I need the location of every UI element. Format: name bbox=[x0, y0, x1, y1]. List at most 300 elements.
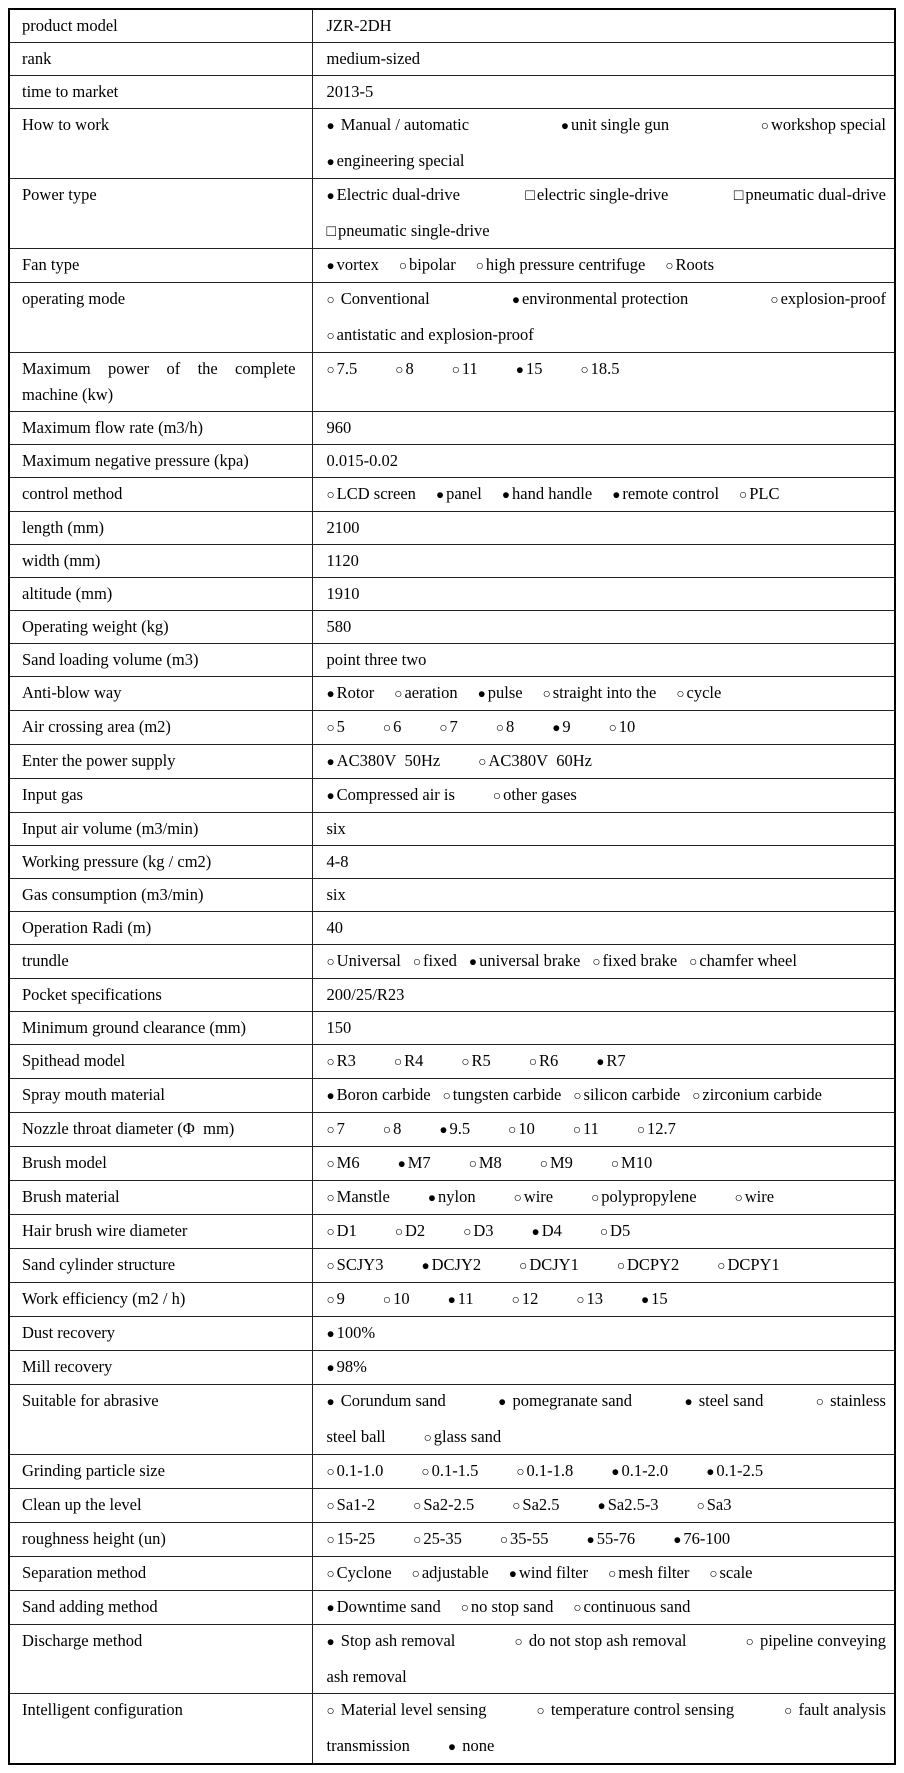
option bbox=[502, 481, 592, 508]
option-label: nylon bbox=[438, 1187, 476, 1206]
radio-open-icon: ○ bbox=[508, 1122, 517, 1137]
radio-open-icon: ○ bbox=[326, 1224, 335, 1239]
option-label: 0.1-2.5 bbox=[716, 1461, 764, 1480]
radio-filled-icon: ● bbox=[447, 1739, 457, 1754]
table-row bbox=[9, 611, 895, 644]
option-label: stainless bbox=[825, 1391, 886, 1410]
radio-open-icon: ○ bbox=[513, 1190, 522, 1205]
table-row bbox=[9, 1079, 895, 1113]
radio-open-icon: ○ bbox=[412, 954, 421, 969]
checkbox-open-icon: □ bbox=[733, 187, 744, 204]
option-label: bipolar bbox=[409, 255, 456, 274]
option bbox=[532, 1218, 562, 1245]
option bbox=[327, 1082, 431, 1109]
radio-open-icon: ○ bbox=[326, 1532, 335, 1547]
radio-open-icon: ○ bbox=[572, 1122, 581, 1137]
option-label: Sa2-2.5 bbox=[423, 1495, 475, 1514]
option bbox=[673, 1526, 730, 1553]
option bbox=[519, 1252, 579, 1279]
table-row bbox=[9, 43, 895, 76]
radio-open-icon: ○ bbox=[394, 1224, 404, 1239]
spec-label: Power type bbox=[9, 179, 312, 249]
radio-open-icon: ○ bbox=[580, 362, 589, 377]
spec-label: Maximum power of the complete machine (kw) bbox=[9, 353, 312, 412]
option bbox=[327, 1628, 456, 1655]
radio-open-icon: ○ bbox=[326, 1190, 335, 1205]
spec-label: Work efficiency (m2 / h) bbox=[9, 1283, 312, 1317]
option bbox=[746, 1628, 886, 1655]
option-label: 10 bbox=[518, 1119, 535, 1138]
option-label: fixed bbox=[423, 951, 457, 970]
option bbox=[448, 1286, 474, 1313]
radio-open-icon: ○ bbox=[326, 954, 335, 969]
radio-open-icon: ○ bbox=[692, 1088, 701, 1103]
option-label: 15-25 bbox=[336, 1529, 376, 1548]
radio-filled-icon: ● bbox=[612, 487, 621, 502]
option bbox=[576, 1286, 603, 1313]
radio-open-icon: ○ bbox=[512, 1498, 521, 1513]
spec-label: operating mode bbox=[9, 283, 312, 353]
option bbox=[816, 1388, 886, 1415]
option-label: wire bbox=[744, 1187, 775, 1206]
option-label: transmission bbox=[326, 1736, 410, 1755]
option bbox=[709, 1560, 752, 1587]
table-row bbox=[9, 711, 895, 745]
option-label: 7.5 bbox=[336, 359, 358, 378]
option-label: hand handle bbox=[512, 484, 593, 503]
spec-value bbox=[312, 1625, 895, 1694]
option-label: D5 bbox=[610, 1221, 631, 1240]
radio-open-icon: ○ bbox=[411, 1566, 420, 1581]
option-label: 9 bbox=[562, 717, 571, 736]
option-label: electric single-drive bbox=[536, 185, 669, 204]
option bbox=[412, 1560, 489, 1587]
option bbox=[516, 1458, 573, 1485]
radio-filled-icon: ● bbox=[326, 1600, 335, 1615]
radio-filled-icon: ● bbox=[611, 1464, 620, 1479]
spec-value bbox=[312, 478, 895, 512]
option bbox=[617, 1252, 679, 1279]
spec-label: Clean up the level bbox=[9, 1489, 312, 1523]
option-label: wire bbox=[523, 1187, 554, 1206]
spec-value bbox=[312, 1012, 895, 1045]
option bbox=[443, 1082, 562, 1109]
option bbox=[476, 252, 646, 279]
radio-filled-icon: ● bbox=[641, 1292, 650, 1307]
option-label: Cyclone bbox=[336, 1563, 392, 1582]
option-label: Conventional bbox=[336, 289, 430, 308]
option bbox=[327, 1560, 392, 1587]
radio-filled-icon: ● bbox=[515, 362, 524, 377]
radio-open-icon: ○ bbox=[495, 720, 504, 735]
option bbox=[327, 1388, 446, 1415]
radio-filled-icon: ● bbox=[531, 1224, 540, 1239]
spec-label: Mill recovery bbox=[9, 1351, 312, 1385]
table-row bbox=[9, 512, 895, 545]
text-segment bbox=[327, 1015, 352, 1041]
option bbox=[637, 1116, 676, 1143]
table-row bbox=[9, 445, 895, 478]
option-label: 18.5 bbox=[590, 359, 620, 378]
option-label: chamfer wheel bbox=[699, 951, 797, 970]
radio-open-icon: ○ bbox=[398, 258, 407, 273]
table-row bbox=[9, 353, 895, 412]
option bbox=[540, 1150, 573, 1177]
spec-label: Maximum flow rate (m3/h) bbox=[9, 412, 312, 445]
option bbox=[327, 782, 455, 809]
option bbox=[452, 356, 478, 383]
option-label: 8 bbox=[505, 717, 515, 736]
spec-value bbox=[312, 1249, 895, 1283]
option-label: 1910 bbox=[326, 584, 360, 603]
option-label: steel ball bbox=[326, 1427, 386, 1446]
table-row bbox=[9, 846, 895, 879]
radio-open-icon: ○ bbox=[326, 362, 335, 377]
option bbox=[515, 1628, 687, 1655]
radio-open-icon: ○ bbox=[516, 1464, 525, 1479]
spec-label: Sand loading volume (m3) bbox=[9, 644, 312, 677]
option-label: 7 bbox=[336, 1119, 345, 1138]
option-label: Downtime sand bbox=[336, 1597, 441, 1616]
table-row bbox=[9, 1557, 895, 1591]
table-row bbox=[9, 1012, 895, 1045]
option-label: 6 bbox=[393, 717, 402, 736]
spec-table-body bbox=[9, 9, 895, 1764]
radio-open-icon: ○ bbox=[745, 1634, 754, 1649]
spec-label: Sand cylinder structure bbox=[9, 1249, 312, 1283]
radio-open-icon: ○ bbox=[326, 1054, 335, 1069]
option-label: Roots bbox=[675, 255, 715, 274]
option-label: R3 bbox=[336, 1051, 356, 1070]
option bbox=[784, 1697, 886, 1724]
option-label: 40 bbox=[326, 918, 343, 937]
radio-filled-icon: ● bbox=[477, 686, 486, 701]
option-label: M9 bbox=[549, 1153, 573, 1172]
table-row bbox=[9, 813, 895, 846]
spec-value bbox=[312, 9, 895, 43]
radio-open-icon: ○ bbox=[423, 1430, 432, 1445]
option-label: Manstle bbox=[336, 1187, 390, 1206]
option bbox=[561, 112, 669, 139]
option-label: JZR-2DH bbox=[326, 16, 392, 35]
option bbox=[327, 356, 358, 383]
table-row bbox=[9, 545, 895, 578]
radio-open-icon: ○ bbox=[608, 720, 617, 735]
text-segment bbox=[327, 849, 349, 875]
option bbox=[327, 112, 470, 139]
spec-value bbox=[312, 412, 895, 445]
spec-label: time to market bbox=[9, 76, 312, 109]
spec-value bbox=[312, 578, 895, 611]
radio-open-icon: ○ bbox=[478, 754, 487, 769]
option bbox=[734, 182, 886, 209]
option-label: 98% bbox=[336, 1357, 367, 1376]
table-row bbox=[9, 578, 895, 611]
radio-filled-icon: ● bbox=[326, 686, 335, 701]
spec-value bbox=[312, 43, 895, 76]
option-label: DCJY1 bbox=[529, 1255, 579, 1274]
option bbox=[770, 286, 886, 313]
option-label: Sa2.5 bbox=[522, 1495, 560, 1514]
spec-value bbox=[312, 445, 895, 478]
option-label: polypropylene bbox=[601, 1187, 697, 1206]
option-label: Electric dual-drive bbox=[336, 185, 460, 204]
option-label: 11 bbox=[457, 1289, 474, 1308]
radio-open-icon: ○ bbox=[395, 362, 404, 377]
option bbox=[413, 948, 457, 975]
option bbox=[327, 1286, 345, 1313]
spec-value bbox=[312, 779, 895, 813]
table-row bbox=[9, 109, 895, 179]
radio-open-icon: ○ bbox=[382, 1292, 392, 1307]
option-label: ash removal bbox=[326, 1667, 407, 1686]
option-label: Compressed air is bbox=[336, 785, 455, 804]
radio-open-icon: ○ bbox=[784, 1703, 793, 1718]
radio-open-icon: ○ bbox=[770, 292, 779, 307]
option bbox=[394, 1048, 423, 1075]
option bbox=[421, 1458, 478, 1485]
radio-filled-icon: ● bbox=[552, 720, 561, 735]
option-label: pipeline conveying bbox=[755, 1631, 886, 1650]
option-label: unit single gun bbox=[570, 115, 670, 134]
option-label: 12 bbox=[521, 1289, 539, 1308]
option bbox=[512, 286, 689, 313]
spec-table bbox=[8, 8, 896, 1765]
spec-label: altitude (mm) bbox=[9, 578, 312, 611]
option bbox=[327, 1458, 384, 1485]
table-row bbox=[9, 1455, 895, 1489]
option bbox=[461, 1594, 554, 1621]
spec-value bbox=[312, 76, 895, 109]
option bbox=[611, 1150, 652, 1177]
text-segment bbox=[327, 982, 405, 1008]
radio-open-icon: ○ bbox=[815, 1394, 824, 1409]
spec-value bbox=[312, 979, 895, 1012]
option-label: 100% bbox=[336, 1323, 376, 1342]
radio-filled-icon: ● bbox=[326, 1326, 335, 1341]
option bbox=[552, 714, 570, 741]
option-label: aeration bbox=[404, 683, 458, 702]
radio-open-icon: ○ bbox=[326, 1464, 335, 1479]
option bbox=[327, 1320, 376, 1347]
option-label: six bbox=[326, 819, 346, 838]
option-label: pneumatic dual-drive bbox=[745, 185, 886, 204]
option bbox=[493, 782, 577, 809]
spec-label: Suitable for abrasive bbox=[9, 1385, 312, 1455]
radio-open-icon: ○ bbox=[442, 1088, 451, 1103]
radio-filled-icon: ● bbox=[435, 487, 445, 502]
text-segment bbox=[327, 1424, 386, 1450]
option-label: 55-76 bbox=[596, 1529, 636, 1548]
option bbox=[327, 286, 430, 313]
table-row bbox=[9, 1317, 895, 1351]
option bbox=[436, 481, 482, 508]
spec-label: Discharge method bbox=[9, 1625, 312, 1694]
option-label: other gases bbox=[503, 785, 577, 804]
radio-open-icon: ○ bbox=[599, 1224, 609, 1239]
option bbox=[448, 1733, 494, 1760]
spec-value bbox=[312, 1591, 895, 1625]
option bbox=[439, 1116, 470, 1143]
option bbox=[469, 948, 580, 975]
option bbox=[428, 1184, 476, 1211]
option-label: 1120 bbox=[326, 551, 359, 570]
spec-value bbox=[312, 353, 895, 412]
radio-open-icon: ○ bbox=[739, 487, 748, 502]
option bbox=[689, 948, 797, 975]
option bbox=[461, 1048, 490, 1075]
spec-label: Brush material bbox=[9, 1181, 312, 1215]
radio-open-icon: ○ bbox=[592, 954, 601, 969]
option-label: panel bbox=[446, 484, 482, 503]
option bbox=[327, 148, 465, 175]
option-label: Material level sensing bbox=[336, 1700, 487, 1719]
spec-label: product model bbox=[9, 9, 312, 43]
spec-value bbox=[312, 677, 895, 711]
radio-open-icon: ○ bbox=[461, 1054, 470, 1069]
spec-label: Fan type bbox=[9, 249, 312, 283]
spec-value bbox=[312, 745, 895, 779]
option bbox=[327, 1048, 356, 1075]
option bbox=[543, 680, 657, 707]
table-row bbox=[9, 1147, 895, 1181]
text-segment bbox=[327, 581, 360, 607]
table-row bbox=[9, 979, 895, 1012]
spec-label: Operating weight (kg) bbox=[9, 611, 312, 644]
spec-value bbox=[312, 945, 895, 979]
spec-label: Enter the power supply bbox=[9, 745, 312, 779]
option bbox=[592, 948, 677, 975]
option bbox=[327, 714, 345, 741]
option bbox=[327, 1218, 357, 1245]
option-label: 0.1-2.0 bbox=[621, 1461, 669, 1480]
option bbox=[537, 1697, 735, 1724]
option-label: 150 bbox=[326, 1018, 352, 1037]
spec-label: Operation Radi (m) bbox=[9, 912, 312, 945]
spec-value bbox=[312, 912, 895, 945]
radio-open-icon: ○ bbox=[676, 686, 685, 701]
option-label: 9 bbox=[336, 1289, 345, 1308]
table-row bbox=[9, 1215, 895, 1249]
option bbox=[398, 1150, 431, 1177]
option bbox=[327, 182, 460, 209]
radio-filled-icon: ● bbox=[326, 1088, 335, 1103]
option-label: D2 bbox=[405, 1221, 426, 1240]
radio-open-icon: ○ bbox=[468, 1156, 477, 1171]
table-row bbox=[9, 1489, 895, 1523]
radio-open-icon: ○ bbox=[514, 1634, 523, 1649]
radio-open-icon: ○ bbox=[326, 1703, 335, 1718]
spec-value bbox=[312, 1045, 895, 1079]
option bbox=[327, 322, 534, 349]
option bbox=[596, 1048, 625, 1075]
option-label: Sa3 bbox=[706, 1495, 732, 1514]
option bbox=[665, 252, 714, 279]
spec-label: Intelligent configuration bbox=[9, 1694, 312, 1765]
spec-value bbox=[312, 1455, 895, 1489]
option-label: Rotor bbox=[336, 683, 375, 702]
spec-value bbox=[312, 249, 895, 283]
table-row bbox=[9, 879, 895, 912]
option-label: Boron carbide bbox=[336, 1085, 431, 1104]
spec-value bbox=[312, 611, 895, 644]
option bbox=[327, 948, 401, 975]
option-label: M8 bbox=[478, 1153, 502, 1172]
option bbox=[327, 1150, 360, 1177]
spec-label: roughness height (un) bbox=[9, 1523, 312, 1557]
option-label: PLC bbox=[749, 484, 780, 503]
spec-label: Working pressure (kg / cm2) bbox=[9, 846, 312, 879]
option-label: LCD screen bbox=[336, 484, 416, 503]
option-label: DCJY2 bbox=[431, 1255, 482, 1274]
table-row bbox=[9, 1249, 895, 1283]
option bbox=[463, 1218, 493, 1245]
text-segment bbox=[327, 548, 359, 574]
option-label: 4-8 bbox=[326, 852, 349, 871]
radio-filled-icon: ● bbox=[447, 1292, 456, 1307]
radio-open-icon: ○ bbox=[717, 1258, 726, 1273]
radio-open-icon: ○ bbox=[460, 1600, 469, 1615]
radio-open-icon: ○ bbox=[326, 292, 335, 307]
option-label: 13 bbox=[586, 1289, 603, 1308]
spec-label: Grinding particle size bbox=[9, 1455, 312, 1489]
option bbox=[684, 1388, 763, 1415]
option-label: glass sand bbox=[433, 1427, 502, 1446]
radio-filled-icon: ● bbox=[326, 258, 335, 273]
radio-open-icon: ○ bbox=[616, 1258, 625, 1273]
option-label: 8 bbox=[393, 1119, 402, 1138]
radio-filled-icon: ● bbox=[397, 1156, 406, 1171]
radio-filled-icon: ● bbox=[560, 118, 569, 133]
table-row bbox=[9, 412, 895, 445]
option bbox=[508, 1116, 535, 1143]
option bbox=[591, 1184, 696, 1211]
option bbox=[478, 680, 523, 707]
radio-filled-icon: ● bbox=[326, 754, 335, 769]
radio-filled-icon: ● bbox=[427, 1190, 437, 1205]
option-label: 200/25/R23 bbox=[326, 985, 405, 1004]
radio-open-icon: ○ bbox=[519, 1258, 528, 1273]
checkbox-open-icon: □ bbox=[326, 223, 336, 240]
radio-open-icon: ○ bbox=[696, 1498, 705, 1513]
option-label: Manual / automatic bbox=[336, 115, 470, 134]
radio-open-icon: ○ bbox=[689, 954, 698, 969]
option bbox=[612, 481, 719, 508]
option-label: do not stop ash removal bbox=[524, 1631, 687, 1650]
table-row bbox=[9, 1181, 895, 1215]
radio-open-icon: ○ bbox=[326, 328, 335, 343]
option-label: DCPY2 bbox=[627, 1255, 680, 1274]
option-label: D3 bbox=[473, 1221, 494, 1240]
radio-filled-icon: ● bbox=[326, 1634, 335, 1649]
option-label: Stop ash removal bbox=[336, 1631, 456, 1650]
table-row bbox=[9, 1625, 895, 1694]
spec-label: Anti-blow way bbox=[9, 677, 312, 711]
spec-label: Brush model bbox=[9, 1147, 312, 1181]
spec-label: Separation method bbox=[9, 1557, 312, 1591]
spec-value bbox=[312, 1079, 895, 1113]
radio-filled-icon: ● bbox=[439, 1122, 448, 1137]
table-row bbox=[9, 1283, 895, 1317]
table-row bbox=[9, 644, 895, 677]
radio-filled-icon: ● bbox=[326, 788, 335, 803]
spec-value bbox=[312, 179, 895, 249]
option bbox=[500, 1526, 549, 1553]
spec-value bbox=[312, 813, 895, 846]
option-label: AC380V 60Hz bbox=[488, 751, 592, 770]
option-label: point three two bbox=[326, 650, 427, 669]
option bbox=[529, 1048, 558, 1075]
